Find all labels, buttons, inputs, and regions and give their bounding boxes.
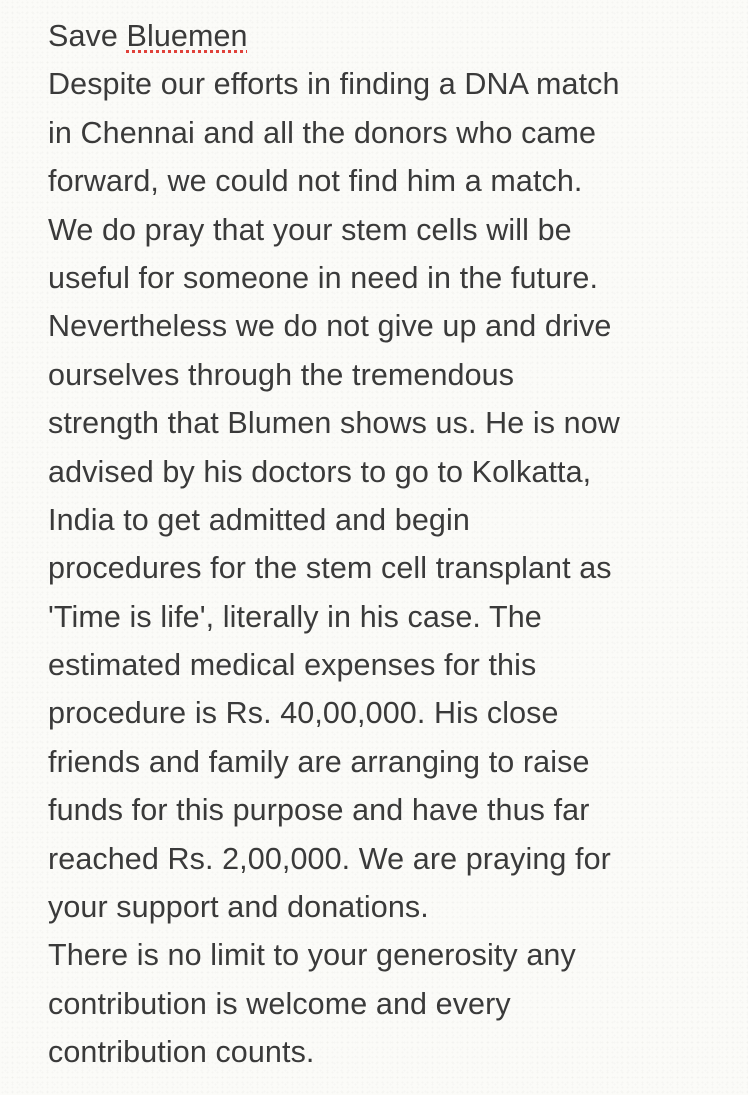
note-line: ourselves through the tremendous (48, 357, 515, 392)
note-line: advised by his doctors to go to Kolkatta, (48, 454, 592, 489)
note-line: contribution counts. (48, 1035, 315, 1070)
note-line: in Chennai and all the donors who came (48, 115, 597, 150)
note-line: procedures for the stem cell transplant as (48, 551, 612, 586)
note-line: India to get admitted and begin (48, 502, 470, 537)
note-body[interactable] (48, 12, 738, 1077)
note-line: We do pray that your stem cells will be (48, 212, 572, 247)
note-line: There is no limit to your generosity any (48, 938, 576, 973)
note-line: friends and family are arranging to raise (48, 744, 590, 779)
note-line: strength that Blumen shows us. He is now (48, 406, 620, 441)
note-line: procedure is Rs. 40,00,000. His close (48, 696, 559, 731)
note-line: 'Time is life', literally in his case. The (48, 599, 542, 634)
note-line: reached Rs. 2,00,000. We are praying for (48, 841, 611, 876)
note-line: Despite our efforts in finding a DNA match (48, 67, 620, 102)
note-line: estimated medical expenses for this (48, 648, 537, 683)
note-title-prefix: Save (48, 19, 127, 53)
note-title (48, 12, 738, 60)
note-line: contribution is welcome and every (48, 986, 511, 1021)
note-line: your support and donations. (48, 890, 429, 925)
note-line: useful for someone in need in the future. (48, 260, 599, 295)
note-line: forward, we could not find him a match. (48, 164, 583, 199)
note-line: Nevertheless we do not give up and drive (48, 309, 612, 344)
note-line: funds for this purpose and have thus far (48, 793, 590, 828)
misspelled-word: Bluemen (126, 19, 248, 53)
